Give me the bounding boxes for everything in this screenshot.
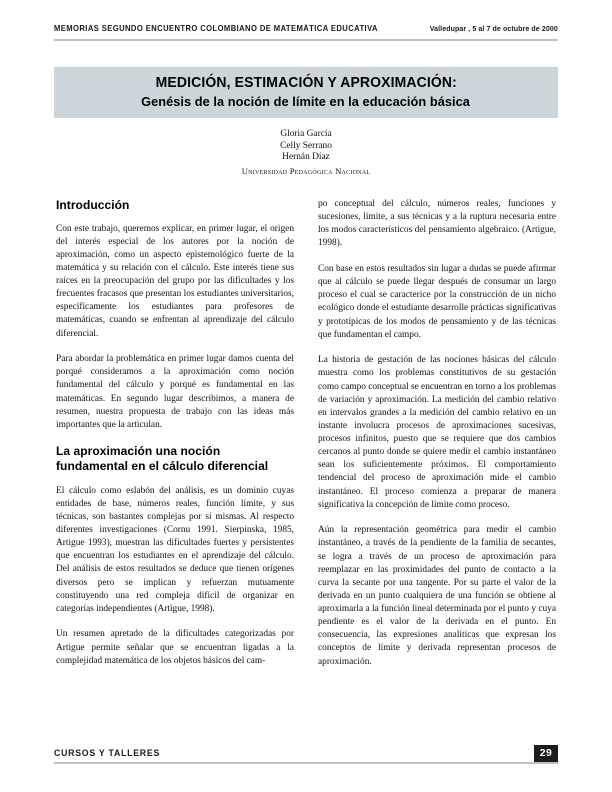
page-number-badge: 29 bbox=[534, 745, 558, 762]
paragraph-right-1: po conceptual del cálculo, números reales, funciones y sucesiones, límite, a sus técnicas y a la ruptura necesaria entre los modos característicos del pensamiento algebraico. (Artigue, 1998). bbox=[318, 199, 556, 249]
paragraph-left-4: Un resumen apretado de la dificultades categorizadas por Artigue permite señalar que se encuentran ligadas a la complejidad matemática de los objetos básicos del cam- bbox=[56, 629, 294, 666]
article-title-banner bbox=[54, 67, 558, 118]
paragraph-right-4: Aún la representación geométrica para medir el cambio instantáneo, a través de la pendiente de la familia de secantes, se logra a través de un proceso de aproximación para reemplazar en las proximidades del punto de contacto a la curva la secante por una tangente. Por su parte el valor de la derivada en un punto cualquiera de una función se obtiene al aproximarla a la función lineal determinada por el punto y cuya pendiente es el valor de la derivada en el punto. En consecuencia, las expresiones analíticas que expresan los conceptos de límite y derivada representan procesos de aproximación. bbox=[318, 525, 556, 667]
author-block bbox=[54, 129, 558, 177]
article-title-line2: Genésis de la noción de límite en la educación básica bbox=[141, 94, 471, 110]
article-body bbox=[56, 198, 556, 728]
section-heading-aproximacion bbox=[56, 444, 287, 473]
author-name-3: Hernán Díaz bbox=[282, 152, 330, 163]
paragraph-left-3: El cálculo como eslabón del análisis, es un dominio cuyas entidades de base, números reales, función límite, y sus técnicas, son bastantes complejas por sí mismas. Al respecto diferentes investigaciones (Cornu 1991. Sierpinska, 1985, Artigue 1993), muestran las dificultades fuertes y persistentes que encuentran los estudiantes en el aprendizaje del cálculo. Del análisis de estos resultados se deduce que tienen orígenes diversos pero se implican y refuerzan mutuamente constituyendo una red compleja difícil de organizar en categorías independientes (Artigue, 1998). bbox=[56, 485, 294, 614]
paragraph-left-1: Con este trabajo, queremos explicar, en primer lugar, el origen del interés especial de los autores por la noción de aproximación, como un aspecto epistemológico fuerte de la matemática y su relación con el cálculo. Este interés tiene sus raíces en la preocupación del grupo por las dificultades y los frecuentes fracasos que presentan los estudiantes universitarios, específicamente los estudiantes para profesores de matemáticas, cuando se enfrentan al aprendizaje del cálculo diferencial. bbox=[56, 223, 294, 339]
running-header-event-date: Valledupar , 5 al 7 de octubre de 2000 bbox=[429, 24, 558, 33]
footer-section-label: CURSOS Y TALLERES bbox=[54, 748, 161, 758]
running-header bbox=[54, 24, 558, 40]
section-heading-introduccion: Introducción bbox=[56, 198, 130, 212]
running-header-title: MEMORIAS SEGUNDO ENCUENTRO COLOMBIANO DE MATEMÁTICA EDUCATIVA bbox=[54, 24, 378, 33]
section-heading-aproximacion-line1: La aproximación una noción bbox=[56, 444, 221, 459]
section-heading-aproximacion-line2: fundamental en el cálculo diferencial bbox=[56, 459, 269, 474]
footer-divider bbox=[54, 762, 558, 764]
column-left bbox=[56, 198, 294, 728]
header-divider bbox=[54, 39, 558, 41]
author-name-1: Gloria García bbox=[280, 129, 332, 139]
paragraph-right-3: La historia de gestación de las nociones básicas del cálculo muestra como los problemas constitutivos de su gestación como campo conceptual se encuentran en torno a los problemas de variación y aproximación. La medición del cambio relativo en intervalos grandes a la medición del cambio relativo en un instante involucra procesos de aproximaciones sucesivas, procesos infinitos, puesto que se requiere que dos cambios cercanos al punto donde se quiere medir el cambio instantáneo sean los suficientemente próximos. El comportamiento tendencial del proceso de aproximación mide el cambio instantáneo. El proceso comienza a preparar de manera significativa la concepción de límite como proceso. bbox=[318, 355, 556, 510]
author-name-2: Celly Serrano bbox=[280, 140, 332, 151]
article-title-line1: MEDICIÓN, ESTIMACIÓN Y APROXIMACIÓN: bbox=[155, 75, 457, 92]
author-affiliation: Universidad Pedagógica Nacional bbox=[241, 165, 371, 176]
column-right bbox=[318, 198, 556, 728]
paragraph-left-2: Para abordar la problemática en primer lugar damos cuenta del porqué consideramos a la aproximación como noción fundamental del cálculo y porqué es fundamental en las matemáticas. En segundo lugar describimos, a manera de resumen, nuestra propuesta de trabajo con las ideas más importantes que la articulan. bbox=[56, 354, 294, 430]
paragraph-right-2: Con base en estos resultados sin lugar a dudas se puede afirmar que al cálculo se puede llegar después de consumar un largo proceso el cual se caracterice por la construcción de un nicho ecológico donde el estudiante desarrolle prácticas significativas y prototípicas de los modos de pensamiento y de las técnicas que fundamentan el campo. bbox=[318, 264, 556, 340]
